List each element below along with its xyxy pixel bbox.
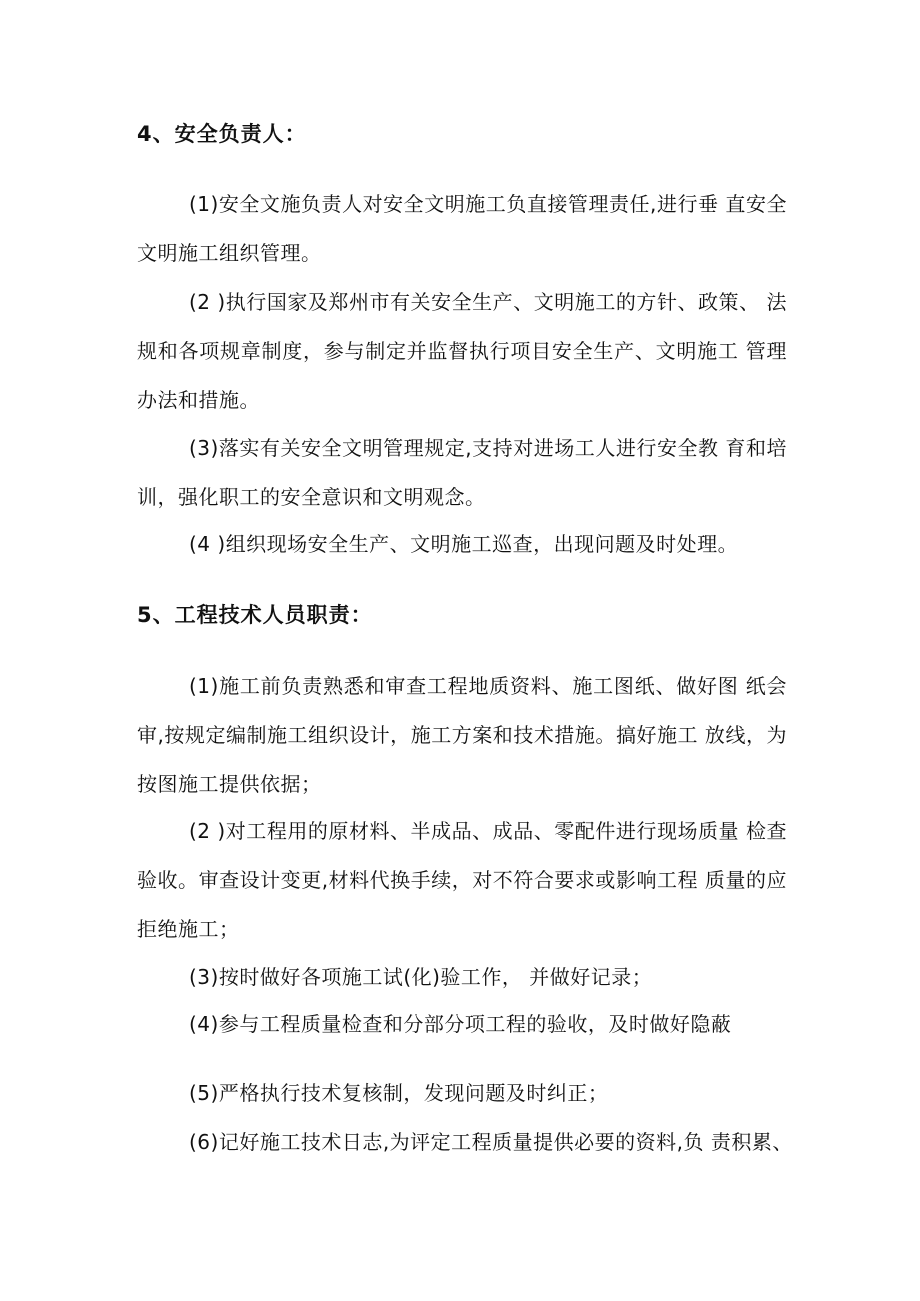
paragraph-safety-2: (2 )执行国家及郑州市有关安全生产、文明施工的方针、政策、 法规和各项规章制度，参与制定并监督执行项目安全生产、文明施工 管理办法和措施。 bbox=[137, 290, 787, 412]
paragraph-engineering-5: (5)严格执行技术复核制，发现问题及时纠正； bbox=[189, 1081, 609, 1105]
paragraph-engineering-6: (6)记好施工技术日志,为评定工程质量提供必要的资料,负 责积累、 bbox=[189, 1130, 793, 1154]
paragraph-safety-1: (1)安全文施负责人对安全文明施工负直接管理责任,进行垂 直安全文明施工组织管理。 bbox=[137, 192, 787, 265]
paragraph-engineering-4: (4)参与工程质量检查和分部分项工程的验收，及时做好隐蔽 bbox=[189, 1012, 732, 1036]
paragraph-engineering-2: (2 )对工程用的原材料、半成品、成品、零配件进行现场质量 检查验收。审查设计变更,材料代换手续，对不符合要求或影响工程 质量的应拒绝施工； bbox=[137, 819, 787, 941]
paragraph-engineering-1: (1)施工前负责熟悉和审查工程地质资料、施工图纸、做好图 纸会审,按规定编制施工组织设计，施工方案和技术措施。搞好施工 放线，为按图施工提供依据； bbox=[137, 674, 787, 796]
section-heading-safety-lead: 4、安全负责人： bbox=[137, 122, 307, 146]
paragraph-safety-3: (3)落实有关安全文明管理规定,支持对进场工人进行安全教 育和培训，强化职工的安全意识和文明观念。 bbox=[137, 436, 787, 509]
paragraph-safety-4: (4 )组织现场安全生产、文明施工巡查，出现问题及时处理。 bbox=[189, 532, 739, 556]
section-heading-engineering-staff: 5、工程技术人员职责： bbox=[137, 603, 373, 627]
paragraph-engineering-3: (3)按时做好各项施工试(化)验工作， 并做好记录； bbox=[189, 965, 653, 989]
